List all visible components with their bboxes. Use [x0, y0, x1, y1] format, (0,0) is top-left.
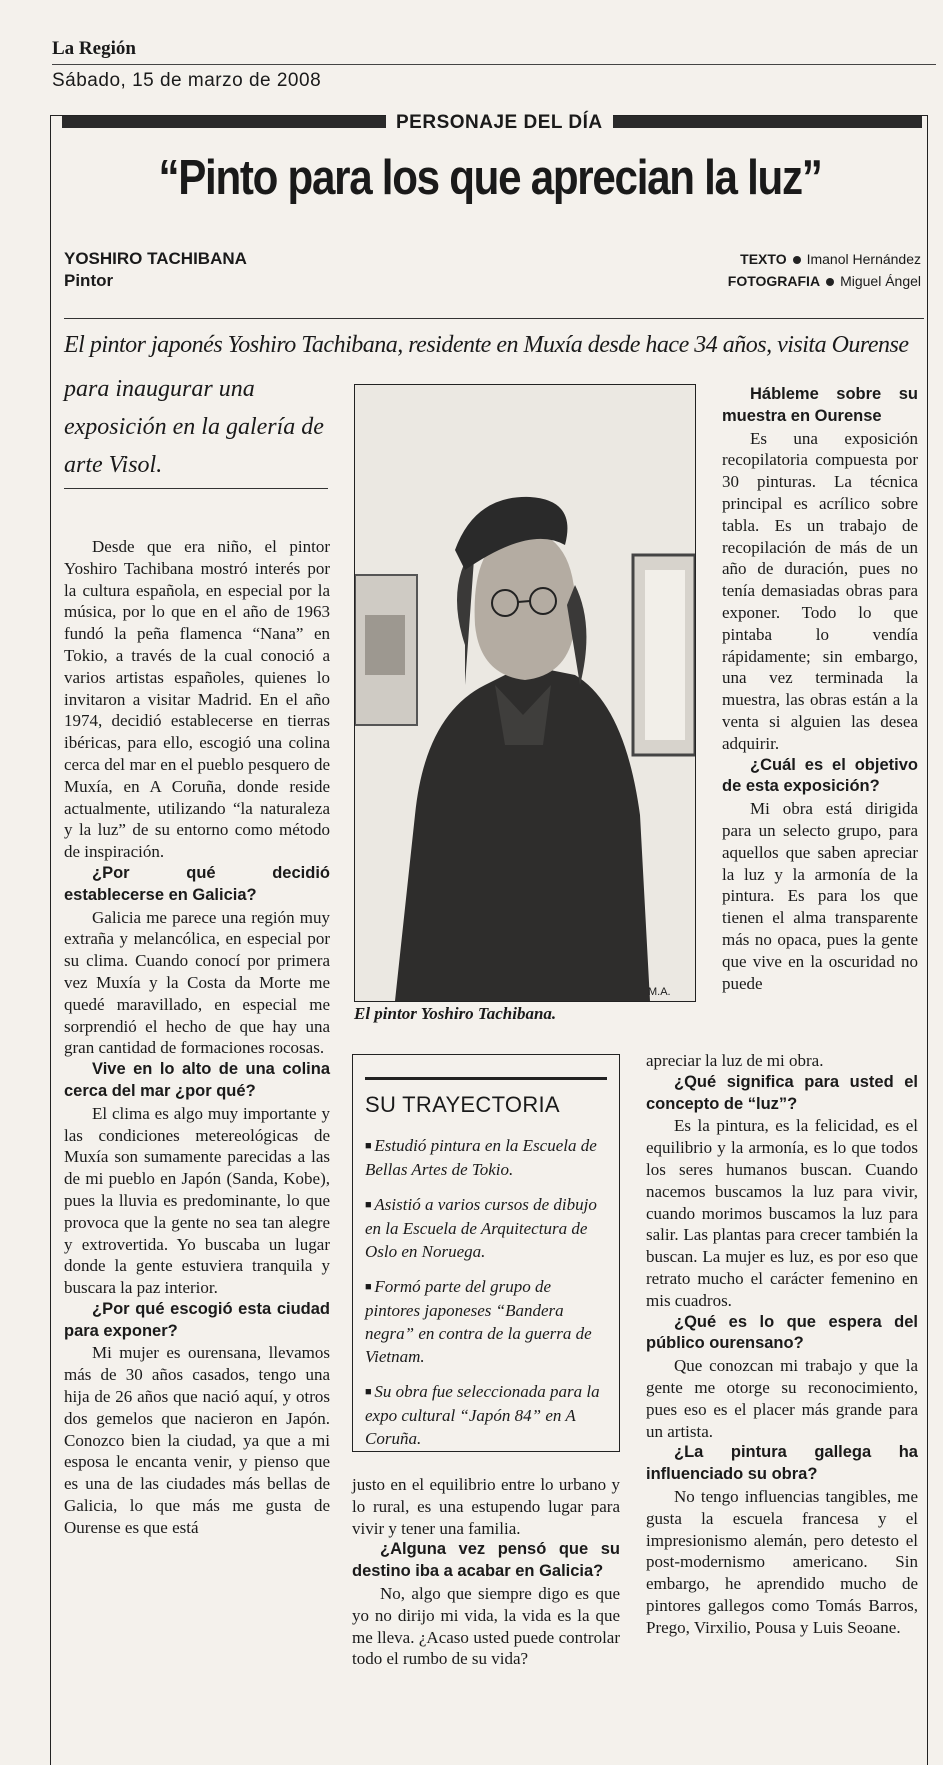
bullet-icon: [793, 256, 801, 264]
answer-continued: justo en el equilibrio entre lo urbano y lo rural, es una estupendo lugar para vivir y tener una familia.: [352, 1475, 620, 1538]
answer: Que conozcan mi trabajo y que la gente me otorge su reconocimiento, pues eso es el placer más grande para un artista.: [646, 1356, 918, 1441]
answer: El clima es algo muy importante y las condiciones metereológicas de Muxía son sumamente parecidas a las de mi pueblo en Japón (Sanda, Kobe), pues la lluvia es predominante, lo que provoca que la gente no sea tan alegre y extrovertida. Yo buscaba un lugar donde la gente estuviera tranquila y buscara la paz interior.: [64, 1103, 330, 1298]
portrait-illustration: [355, 385, 695, 1001]
byline-subject: [64, 248, 247, 292]
box-title: SU TRAYECTORIA: [365, 1092, 560, 1117]
bullet-icon: [826, 278, 834, 286]
question: ¿Por qué decidió establecerse en Galicia?: [64, 863, 330, 904]
person-role: Pintor: [64, 271, 114, 290]
trajectory-item: ■ Estudió pintura en la Escuela de Bellas Artes de Tokio.: [365, 1134, 607, 1181]
question: ¿Por qué escogió esta ciudad para exponer?: [64, 1299, 330, 1340]
lead-bottom-rule: [64, 488, 328, 489]
answer: Mi obra está dirigida para un selecto grupo, para aquellos que saben apreciar la luz y la armonía de la pintura. Es para los que tienen el alma transparente más no opaca, pues la gente que vive en la oscuridad no puede: [722, 799, 918, 993]
header-rule: [52, 64, 936, 65]
photo-credit-author: Miguel Ángel: [840, 273, 921, 289]
answer: Es una exposición recopilatoria compuesta por 30 pinturas. La técnica principal es acrílico sobre tabla. Es un trabajo de recopilación de más de un año de duración, pues no tenía demasiadas obras para exponer. Todo lo que pintaba lo vendía rápidamente; sin embargo, una vez terminada la muestra, las obras están a la venta si alguien las desea adquirir.: [722, 428, 918, 753]
lead-top-rule: [64, 318, 924, 319]
text-credit-label: TEXTO: [740, 251, 787, 267]
section-label: PERSONAJE DEL DÍA: [386, 112, 613, 134]
answer: Galicia me parece una región muy extraña y melancólica, en especial por su clima. Cuando conocí por primera vez Muxía y la Costa da Morte me quedé maravillado, en especial me sorprendió el hecho de que hay una gran cantidad de formaciones rocosas.: [64, 907, 330, 1058]
trajectory-item: ■ Su obra fue seleccionada para la expo cultural “Japón 84” en A Coruña.: [365, 1380, 607, 1450]
photo-credit: M.A.: [648, 986, 671, 998]
question: ¿Qué es lo que espera del público ourensano?: [646, 1312, 918, 1353]
headline: “Pinto para los que aprecian la luz”: [158, 151, 822, 205]
question: ¿La pintura gallega ha influenciado su obra?: [646, 1443, 918, 1484]
question: ¿Cuál es el objetivo de esta exposición?: [722, 755, 918, 796]
column-2: [352, 1474, 620, 1670]
column-1: [64, 536, 330, 1539]
answer: Mi mujer es ourensana, llevamos más de 30 años casados, tengo una hija de 26 años que nació aquí, y otros dos gemelos que nacieron en Japón. Conozco bien la ciudad, ya que a mi esposa le encanta venir, y pienso que es una de las ciudades más bellas de Galicia, lo que más me gusta de Ourense es que está: [64, 1343, 330, 1537]
lead-line-2: para inaugurar una exposición en la galería de arte Visol.: [64, 376, 324, 478]
photo-caption: El pintor Yoshiro Tachibana.: [354, 1004, 557, 1023]
masthead: La Región: [52, 38, 136, 59]
credits: [728, 248, 921, 292]
trajectory-box: [352, 1054, 620, 1452]
column-3-lower: [646, 1050, 918, 1639]
photo-credit-label: FOTOGRAFIA: [727, 273, 821, 289]
column-3-upper: [722, 384, 918, 994]
question: Vive en lo alto de una colina cerca del mar ¿por qué?: [64, 1060, 330, 1100]
trajectory-item: ■ Asistió a varios cursos de dibujo en la Escuela de Arquitectura de Oslo en Noruega.: [365, 1193, 607, 1263]
answer-continued: apreciar la luz de mi obra.: [646, 1051, 824, 1070]
answer: No, algo que siempre digo es que yo no dirijo mi vida, la vida es la que me lleva. ¿Acaso usted puede controlar todo el rumbo de su vida?: [352, 1583, 620, 1669]
question: ¿Alguna vez pensó que su destino iba a acabar en Galicia?: [352, 1540, 620, 1581]
person-name: YOSHIRO TACHIBANA: [64, 249, 247, 268]
lead-line-1: El pintor japonés Yoshiro Tachibana, residente en Muxía desde hace 34 años, visita Ourense: [64, 332, 909, 358]
question: ¿Qué significa para usted el concepto de “luz”?: [646, 1072, 918, 1113]
portrait-photo: [354, 384, 696, 1002]
answer: No tengo influencias tangibles, me gusta la escuela francesa y el impresionismo alemán, pero detesto el post-modernismo americano. Sin embargo, he aprendido mucho de pintores gallegos como Tomás Barros, Prego, Virxilio, Pousa y Luis Seoane.: [646, 1486, 918, 1637]
trajectory-item: ■ Formó parte del grupo de pintores japoneses “Bandera negra” en contra de la guerra de Vietnam.: [365, 1275, 607, 1368]
issue-date: Sábado, 15 de marzo de 2008: [52, 70, 322, 91]
text-credit-author: Imanol Hernández: [806, 251, 921, 267]
intro-paragraph: Desde que era niño, el pintor Yoshiro Tachibana mostró interés por la cultura española, en especial por la música, por lo que en el año de 1963 fundó la peña flamenca “Nana” en Tokio, a través de la cual conoció a varios artistas españoles, quienes lo invitaron a visitar Madrid. En el año 1974, decidió establecerse en tierras ibéricas, para ello, escogió una colina cerca del mar en el pueblo pesquero de Muxía, en A Coruña, donde reside actualmente, utilizando “la naturaleza y la luz” de su entorno como método de inspiración.: [64, 537, 330, 862]
answer: Es la pintura, es la felicidad, es el equilibrio y la armonía, es lo que todos los seres humanos buscan. Cuando nacemos buscamos la luz para vivir, cuando morimos buscamos la luz para salir. Las plantas para crecer también la buscan. La mujer es luz, es por eso que retrato mucho el carácter femenino en mis cuadros.: [646, 1116, 918, 1310]
box-rule: [365, 1077, 607, 1080]
question: Hábleme sobre su muestra en Ourense: [722, 385, 918, 425]
